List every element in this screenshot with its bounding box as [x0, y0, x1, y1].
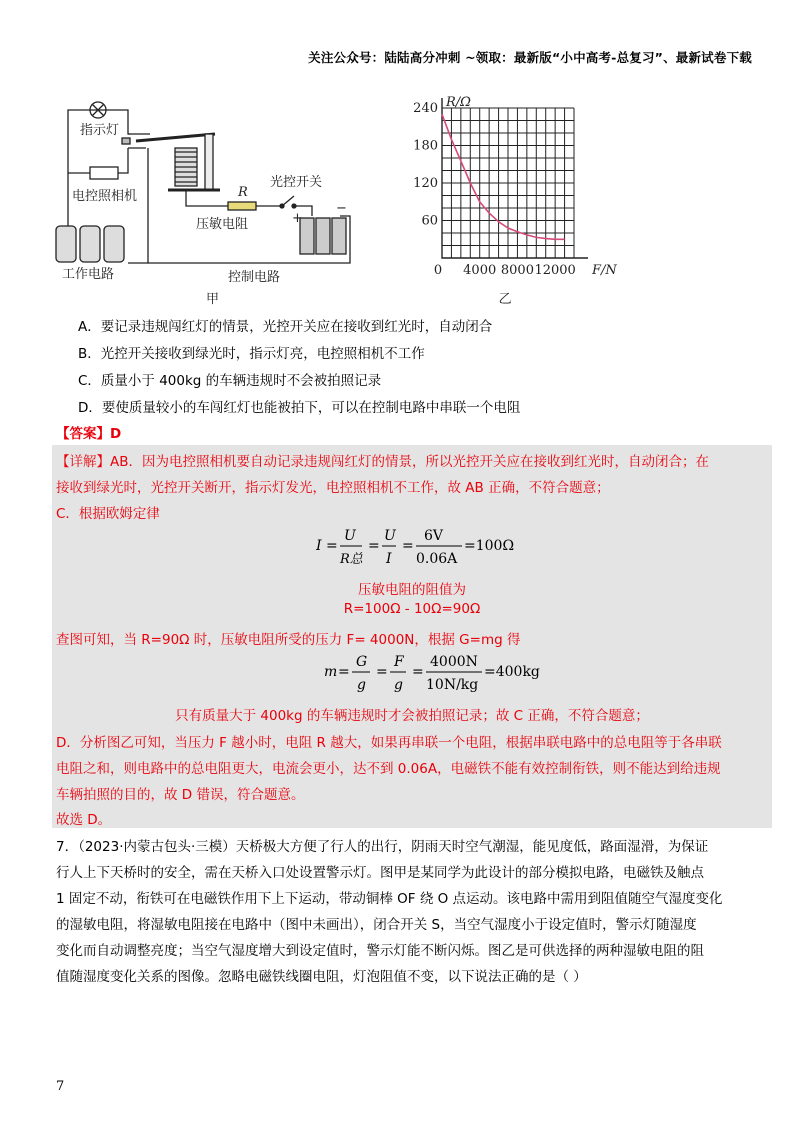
svg-text:=: = [368, 538, 380, 554]
explain-conclusion: 故选 D。 [56, 812, 112, 828]
svg-text:=: = [412, 664, 424, 680]
question-7-line6: 值随湿度变化关系的图像。忽略电磁铁线圈电阻，灯泡阻值不变，以下说法正确的是（ ） [56, 969, 587, 985]
explain-ab-line2: 接收到绿光时，光控开关断开，指示灯发光，电控照相机不工作，故 AB 正确，不符合题意； [56, 480, 610, 496]
label-light-switch: 光控开关 [270, 175, 323, 190]
chart-x-axis-label: F/N [592, 263, 617, 278]
chart-axes [442, 98, 588, 258]
eq1-num: 6V [424, 528, 444, 544]
answer-label: 【答案】D [56, 426, 122, 442]
eq2-result: =400kg [484, 664, 540, 680]
option-c: C．质量小于 400kg 的车辆违规时不会被拍照记录 [78, 373, 382, 389]
eq1-I: I [316, 538, 322, 554]
eq2-den: 10N/kg [426, 677, 479, 693]
eq2-g2: g [394, 677, 403, 693]
chart-y-tick-label: 180 [413, 138, 438, 154]
explain-d-line2: 电阻之和，则电路中的总电阻更大，电流会更小，达不到 0.06A，电磁铁不能有效控制衔铁，则不能达到给违规 [56, 761, 721, 777]
mass-equation [322, 648, 542, 698]
svg-text:=: = [326, 538, 338, 554]
chart-x-tick-label: 0 [433, 263, 443, 278]
svg-text:=: = [376, 664, 388, 680]
explain-resistance-eq: R=100Ω - 10Ω=90Ω [343, 601, 481, 617]
explain-ab-line1: 【详解】AB．因为电控照相机要自动记录违规闯红灯的情景，所以光控开关应在接收到红光时，自动闭合；在 [56, 454, 709, 470]
chart-y-tick-label: 60 [421, 213, 438, 229]
option-b: B．光控开关接收到绿光时，指示灯亮，电控照相机不工作 [78, 346, 425, 362]
caption-jia: 甲 [206, 292, 220, 307]
explain-c-line1: C．根据欧姆定律 [56, 506, 160, 522]
question-7-line5: 变化而自动调整亮度；当空气湿度增大到设定值时，警示灯能不断闪烁。图乙是可供选择的两种湿敏电阻的阻 [56, 943, 704, 959]
chart-y-tick-label: 240 [413, 101, 438, 116]
page-number: 7 [56, 1079, 65, 1094]
label-lamp: 指示灯 [80, 123, 120, 138]
ohms-law-equation [312, 522, 532, 572]
label-work-circuit: 工作电路 [62, 267, 115, 282]
chart-x-tick-label: 8000 [500, 263, 534, 278]
chart-y-axis-label: R/Ω [446, 95, 471, 110]
caption-yi: 乙 [498, 292, 512, 307]
question-7-line4: 的湿敏电阻，将湿敏电阻接在电路中（图中未画出），闭合开关 S，当空气湿度小于设定值时，警示灯随湿度 [56, 917, 697, 933]
chart-y-tick-label: 120 [413, 176, 438, 191]
label-control-circuit: 控制电路 [228, 270, 281, 285]
label-plus: + [292, 211, 303, 226]
question-7-line1: 7．（2023·内蒙古包头·三模）天桥极大方便了行人的出行，阴雨天时空气潮湿，能见度低，路面湿滑，为保证 [56, 839, 709, 855]
eq1-U2: U [384, 528, 396, 544]
eq1-result: =100Ω [464, 538, 515, 554]
page-header: 关注公众号：陆陆高分冲刺 ~领取：最新版“小中高考-总复习”、最新试卷下载 [308, 50, 752, 65]
resistance-force-chart [408, 88, 628, 310]
eq1-den: 0.06A [416, 551, 458, 567]
question-7-line3: 1 固定不动，衔铁可在电磁铁作用下上下运动，带动铜棒 OF 绕 O 点运动。该电路中需用到阻值随空气湿度变化 [56, 891, 723, 907]
eq1-Rtot: R总 [340, 552, 363, 567]
explain-c-line3: 只有质量大于 400kg 的车辆违规时才会被拍照记录；故 C 正确，不符合题意； [175, 708, 649, 724]
eq1-I2: I [386, 551, 392, 567]
circuit-diagram [50, 88, 360, 310]
question-7 [56, 834, 772, 990]
question-7-line2: 行人上下天桥时的安全，需在天桥入口处设置警示灯。图甲是某同学为此设计的部分模拟电路，电磁铁及触点 [56, 865, 704, 881]
eq2-m: m [324, 664, 338, 680]
option-a: A．要记录违规闯红灯的情景，光控开关应在接收到红光时，自动闭合 [78, 319, 493, 335]
option-d: D．要使质量较小的车闯红灯也能被拍下，可以在控制电路中串联一个电阻 [78, 400, 521, 416]
svg-text:=: = [402, 538, 414, 554]
explain-d-line3: 车辆拍照的目的，故 D 错误，符合题意。 [56, 787, 305, 803]
label-piezo: 压敏电阻 [196, 217, 249, 232]
explain-resistance-title: 压敏电阻的阻值为 [358, 582, 466, 598]
eq2-g: g [357, 677, 366, 693]
eq2-F: F [394, 654, 404, 670]
explain-c-line2: 查图可知，当 R=90Ω 时，压敏电阻所受的压力 F= 4000N，根据 G=mg 得 [56, 632, 521, 648]
label-minus: − [336, 201, 347, 216]
chart-x-tick-label: 12000 [534, 263, 576, 278]
eq2-G: G [356, 654, 368, 670]
chart-x-tick-label: 4000 [463, 263, 497, 278]
eq2-num: 4000N [430, 654, 478, 670]
label-camera: 电控照相机 [72, 189, 138, 204]
explain-d-line1: D．分析图乙可知，当压力 F 越小时，电阻 R 越大，如果再串联一个电阻，根据串联电路中的总电阻等于各串联 [56, 735, 722, 751]
svg-text:=: = [338, 664, 350, 680]
eq1-U: U [344, 528, 356, 544]
label-R: R [238, 185, 248, 200]
